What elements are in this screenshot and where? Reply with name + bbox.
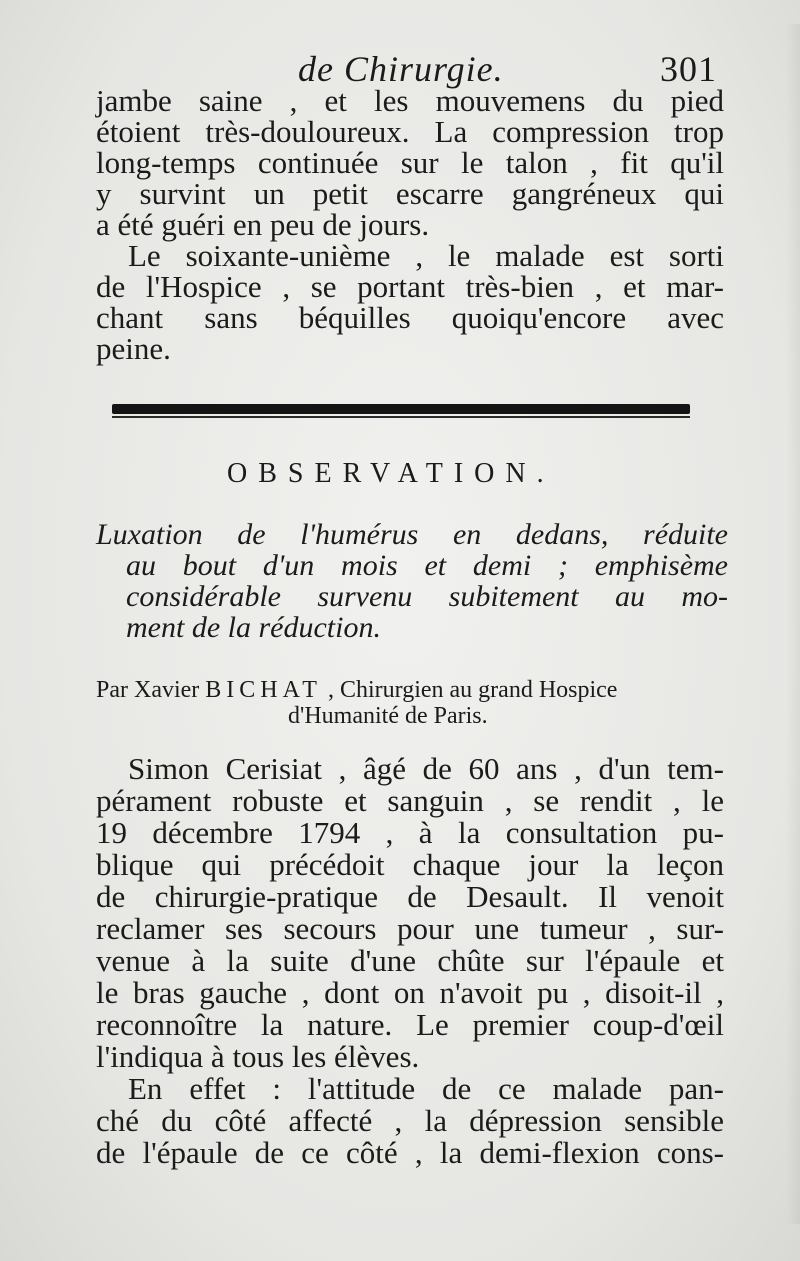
text-line: de l'épaule de ce côté , la demi-flexion cons- [96,1135,724,1170]
page-number: 301 [660,49,717,89]
text-line: reconnoître la nature. Le premier coup-d'œil [96,1007,724,1042]
text-line: étoient très-douloureux. La compression trop [96,114,724,149]
page-edge-shadow [786,24,800,1224]
text-line: de l'Hospice , se portant très-bien , et mar- [96,269,724,304]
summary-line: au bout d'un mois et demi ; emphisème [126,549,728,582]
text-line: reclamer ses secours pour une tumeur , sur- [96,911,724,946]
summary-line: ment de la réduction. [126,611,381,644]
text-line: Le soixante-unième , le malade est sorti [128,238,724,273]
text-line: le bras gauche , dont on n'avoit pu , disoit-il , [96,975,724,1010]
text-line: jambe saine , et les mouvemens du pied [96,83,724,118]
text-line: venue à la suite d'une chûte sur l'épaule et [96,943,724,978]
text-line: de chirurgie-pratique de Desault. Il venoit [96,879,724,914]
section-divider [112,404,690,414]
byline [96,676,617,704]
text-line: a été guéri en peu de jours. [96,207,430,242]
byline-second-line: d'Humanité de Paris. [288,703,488,729]
observation-heading: OBSERVATION. [227,458,555,489]
text-line: y survint un petit escarre gangréneux qui [96,176,724,211]
text-line: Simon Cerisiat , âgé de 60 ans , d'un tem- [128,751,724,786]
summary-line: Luxation de l'humérus en dedans, réduite [96,518,728,551]
text-line: long-temps continuée sur le talon , fit qu'il [96,145,724,180]
byline-affiliation: , Chirurgien au grand Hospice [327,677,618,703]
text-line: peine. [96,331,171,366]
text-line: pérament robuste et sanguin , se rendit , le [96,783,724,818]
text-line: l'indiqua à tous les élèves. [96,1039,420,1074]
summary-line: considérable survenu subitement au mo- [126,580,728,613]
text-line: En effet : l'attitude de ce malade pan- [128,1071,724,1106]
byline-prefix: Par Xavier [96,677,200,703]
text-line: ché du côté affecté , la dépression sensible [96,1103,724,1138]
text-line: chant sans béquilles quoiqu'encore avec [96,300,724,335]
text-line: blique qui précédoit chaque jour la leçon [96,847,724,882]
running-title: de Chirurgie. [298,49,504,89]
text-line: 19 décembre 1794 , à la consultation pu- [96,815,724,850]
byline-author: BICHAT [205,677,322,703]
